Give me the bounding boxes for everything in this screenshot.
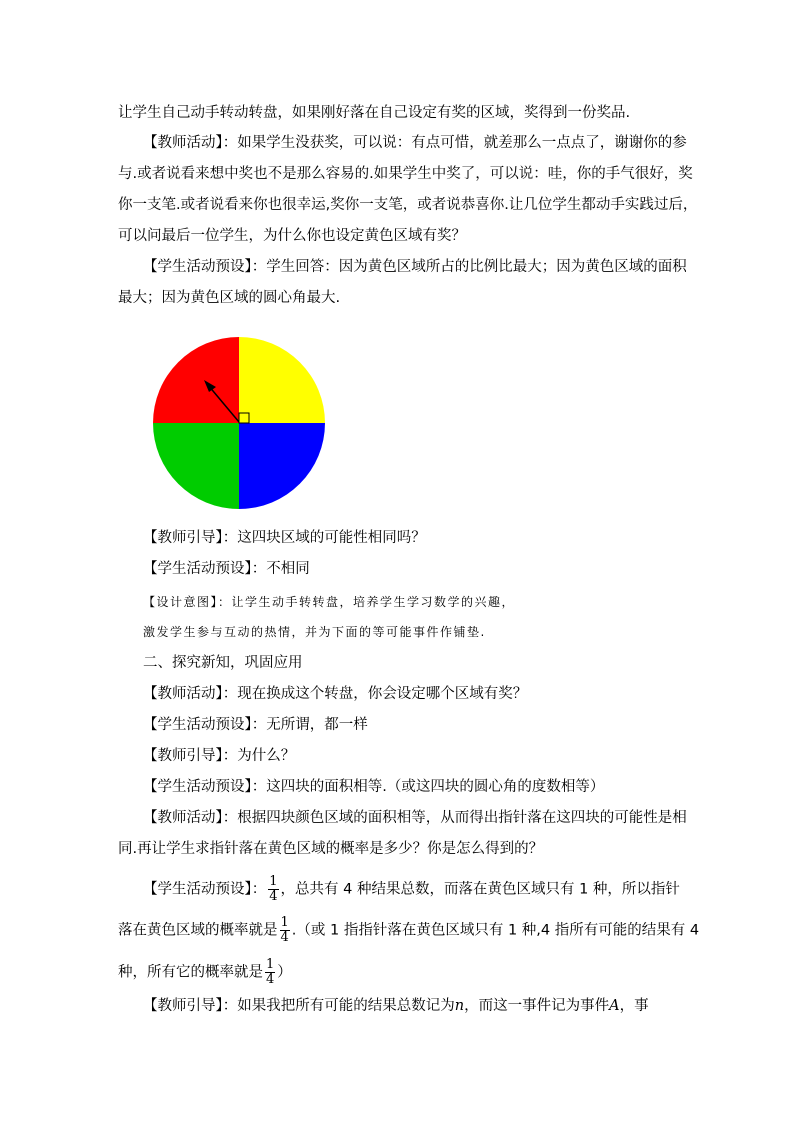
text-line-18: 同.再让学生求指针落在黄色区域的概率是多少？你是怎么得到的？: [118, 841, 544, 857]
text-line-17: 【教师活动】：根据四块颜色区域的面积相等，从而得出指针落在这四块的可能性是相: [143, 810, 687, 826]
text-line-20: [118, 916, 699, 945]
text-line-19-start: 【学生活动预设】：: [143, 881, 267, 898]
fraction-denominator: 4: [269, 889, 278, 904]
fraction-one-quarter: [280, 916, 290, 945]
text-line-19-end: ，总共有 4 种结果总数，而落在黄色区域只有 1 种，所以指针: [280, 881, 680, 898]
text-line-16: 【学生活动预设】：这四块的面积相等.（或这四块的圆心角的度数相等）: [143, 779, 605, 795]
spinner-sector-blue: [239, 423, 325, 509]
text-line-5: 可以问最后一位学生，为什么你也设定黄色区域有奖？: [118, 228, 466, 244]
text-line-14: 【学生活动预设】：无所谓，都一样: [143, 717, 368, 733]
text-line-21-start: 种，所有它的概率就是: [118, 964, 263, 981]
text-line-9: 【学生活动预设】：不相同: [143, 561, 310, 577]
fraction-numerator: 1: [280, 915, 289, 930]
fraction-denominator: 4: [280, 930, 289, 945]
spinner-sector-yellow: [239, 337, 325, 423]
text-line-8: 【教师引导】：这四块区域的可能性相同吗？: [143, 530, 426, 546]
text-line-4: 你一支笔.或者说看来你也很幸运,奖你一支笔，或者说恭喜你.让几位学生都动手实践过后，: [118, 197, 698, 213]
text-line-13: 【教师活动】：现在换成这个转盘，你会设定哪个区域有奖？: [143, 686, 528, 702]
text-line-20-start: 落在黄色区域的概率就是: [118, 922, 278, 939]
text-line-3: 与.或者说看来想中奖也不是那么容易的.如果学生中奖了，可以说：哇，你的手气很好，奖: [118, 166, 693, 182]
text-line-7: 最大；因为黄色区域的圆心角最大.: [118, 290, 341, 306]
text-line-6: 【学生活动预设】：学生回答：因为黄色区域所占的比例比最大；因为黄色区域的面积: [143, 259, 687, 275]
fraction-one-quarter: [268, 875, 278, 904]
spinner-sector-green: [153, 423, 239, 509]
text-line-10: 【设计意图】：让学生动手转转盘，培养学生学习数学的兴趣，: [143, 595, 516, 609]
text-line-22: [143, 996, 649, 1016]
section-heading: 二、探究新知，巩固应用: [143, 655, 303, 671]
text-line-22-start: 【教师引导】：如果我把所有可能的结果总数记为: [143, 998, 455, 1014]
fraction-denominator: 4: [266, 972, 275, 987]
text-line-19: [143, 875, 680, 904]
text-line-15: 【教师引导】：为什么？: [143, 748, 296, 764]
variable-a: A: [609, 998, 620, 1014]
text-line-22-mid: ，而这一事件记为事件: [464, 998, 610, 1014]
text-line-21-end: ）: [277, 964, 292, 981]
variable-n: n: [454, 998, 465, 1014]
text-line-2: 【教师活动】：如果学生没获奖，可以说：有点可惜，就差那么一点点了，谢谢你的参: [143, 135, 687, 151]
text-line-1: 让学生自己动手转动转盘，如果刚好落在自己设定有奖的区域，奖得到一份奖品.: [118, 105, 631, 121]
text-line-11: 激发学生参与互动的热情，并为下面的等可能事件作铺垫.: [143, 625, 486, 639]
spinner-sector-red: [153, 337, 239, 423]
fraction-one-quarter: [265, 958, 275, 987]
text-line-21: [118, 958, 292, 987]
fraction-numerator: 1: [269, 874, 278, 889]
text-line-22-end: ，事: [619, 998, 649, 1014]
text-line-20-end: .（或 1 指指针落在黄色区域只有 1 种,4 指所有可能的结果有 4: [291, 922, 700, 939]
fraction-numerator: 1: [266, 957, 275, 972]
spinner-figure: [150, 335, 330, 515]
